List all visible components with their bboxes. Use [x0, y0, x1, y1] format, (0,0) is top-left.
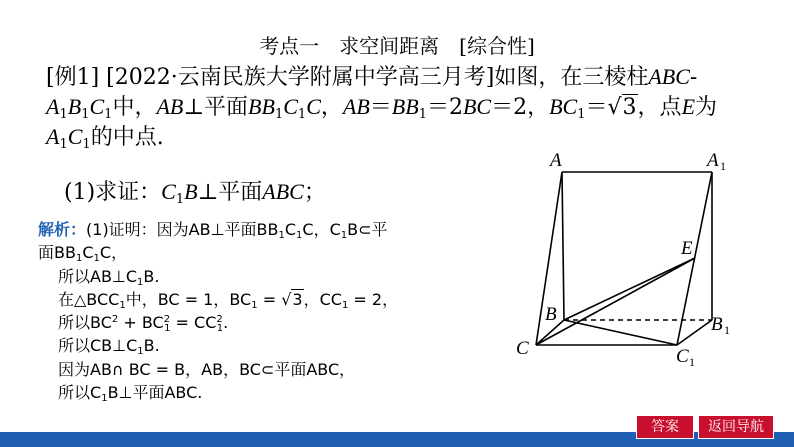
label-C: C: [516, 338, 529, 359]
question-1: (1)求证：$C_1B\perp$平面ABC；: [64, 179, 326, 207]
solution-line-7: 因为AB∩ BC = B，AB，BC⊂平面ABC，: [58, 359, 356, 379]
edge-B1-C1: [677, 320, 712, 345]
solution-line-5: 所以$BC^2 + BC^2_1 = CC^2_1$.: [58, 313, 229, 335]
solution-line-8: 所以$C_1B\perp$平面ABC.: [58, 383, 203, 405]
edge-A-B: [562, 172, 564, 320]
svg-text:1: 1: [720, 159, 726, 173]
back-navigation-button[interactable]: 返回导航: [698, 415, 774, 439]
label-A: A: [550, 150, 562, 171]
solution-line-3: 所以$AB\perp C_1B$.: [58, 266, 160, 288]
example-tag: [例1]: [46, 65, 100, 90]
solution-label: 解析：: [38, 220, 87, 239]
solution-line-1: 解析：(1)证明：因为AB⊥平面$BB_1C_1C$，$C_1B\subset$平: [38, 220, 388, 241]
solution-block: [38, 218, 508, 404]
solution-line-4: 在$\triangle BCC_1$中，BC = 1，$BC_1 = √3$，$CC_1 = 2$，: [58, 289, 399, 311]
problem-source: [2022·云南民族大学附属中学高三月考]: [106, 65, 495, 90]
label-A1: A: [707, 150, 719, 171]
label-B1: B: [711, 314, 723, 335]
section-title: 考点一 求空间距离 [综合性]: [259, 34, 535, 58]
label-B: B: [545, 304, 557, 325]
answer-button[interactable]: 答案: [636, 415, 694, 439]
solution-line-2: 面$BB_1C_1C$，: [38, 243, 128, 265]
label-C1: C: [676, 346, 689, 367]
prism-figure: [505, 148, 765, 378]
svg-text:1: 1: [724, 323, 730, 337]
problem-statement: [例1] [2022·云南民族大学附属中学高三月考]如图，在三棱柱ABC- $A_1B_1C_1$中，AB⊥平面$BB_1C_1C$，$AB=BB_1=2BC=2$，$BC_1=√3$，点E为 $A_1C_1$的中点.: [46, 64, 718, 152]
solution-line-6: 所以$CB\perp C_1B$.: [58, 336, 160, 358]
segment-B-E: [564, 258, 695, 320]
label-E: E: [681, 238, 693, 259]
segment-B-C1: [564, 320, 677, 345]
svg-text:1: 1: [689, 355, 695, 369]
